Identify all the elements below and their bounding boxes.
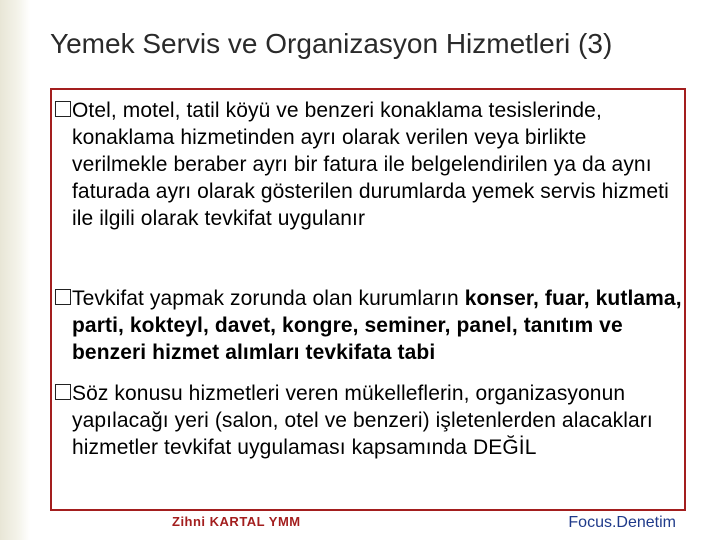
- checkbox-bullet-icon: [55, 101, 71, 117]
- checkbox-bullet-icon: [55, 384, 71, 400]
- bullet-item-3: [55, 380, 685, 461]
- checkbox-bullet-icon: [55, 289, 71, 305]
- slide-title: Yemek Servis ve Organizasyon Hizmetleri (3): [50, 28, 613, 59]
- bullet-item-1: [55, 97, 685, 232]
- decorative-side-band: [0, 0, 30, 540]
- footer-brand: Focus.Denetim: [568, 514, 676, 531]
- bullet-text-bold: konser, fuar, kutlama, parti, kokteyl, davet, kongre, seminer, panel, tanıtım ve benzeri hizmet alımları tevkifata tabi: [72, 287, 682, 364]
- bullet-text: [55, 285, 685, 366]
- bullet-text: Otel, motel, tatil köyü ve benzeri konaklama tesislerinde, konaklama hizmetinden ayrı olarak verilen veya birlikte verilmekle beraber ayrı bir fatura ile belgelendirilen ya da aynı faturada ayrı olarak gösterilen durumlarda yemek servis hizmeti ile ilgili olarak tevkifat uygulanır: [72, 99, 669, 230]
- bullet-text-plain: Tevkifat yapmak zorunda olan kurumların: [72, 287, 465, 310]
- footer-author: Zihni KARTAL YMM: [172, 514, 301, 529]
- bullet-item-2: [55, 285, 685, 366]
- bullet-text: Söz konusu hizmetleri veren mükelleflerin, organizasyonun yapılacağı yeri (salon, otel ve benzeri) işletenlerden alacakları hizmetler tevkifat uygulaması kapsamında DEĞİL: [72, 382, 653, 459]
